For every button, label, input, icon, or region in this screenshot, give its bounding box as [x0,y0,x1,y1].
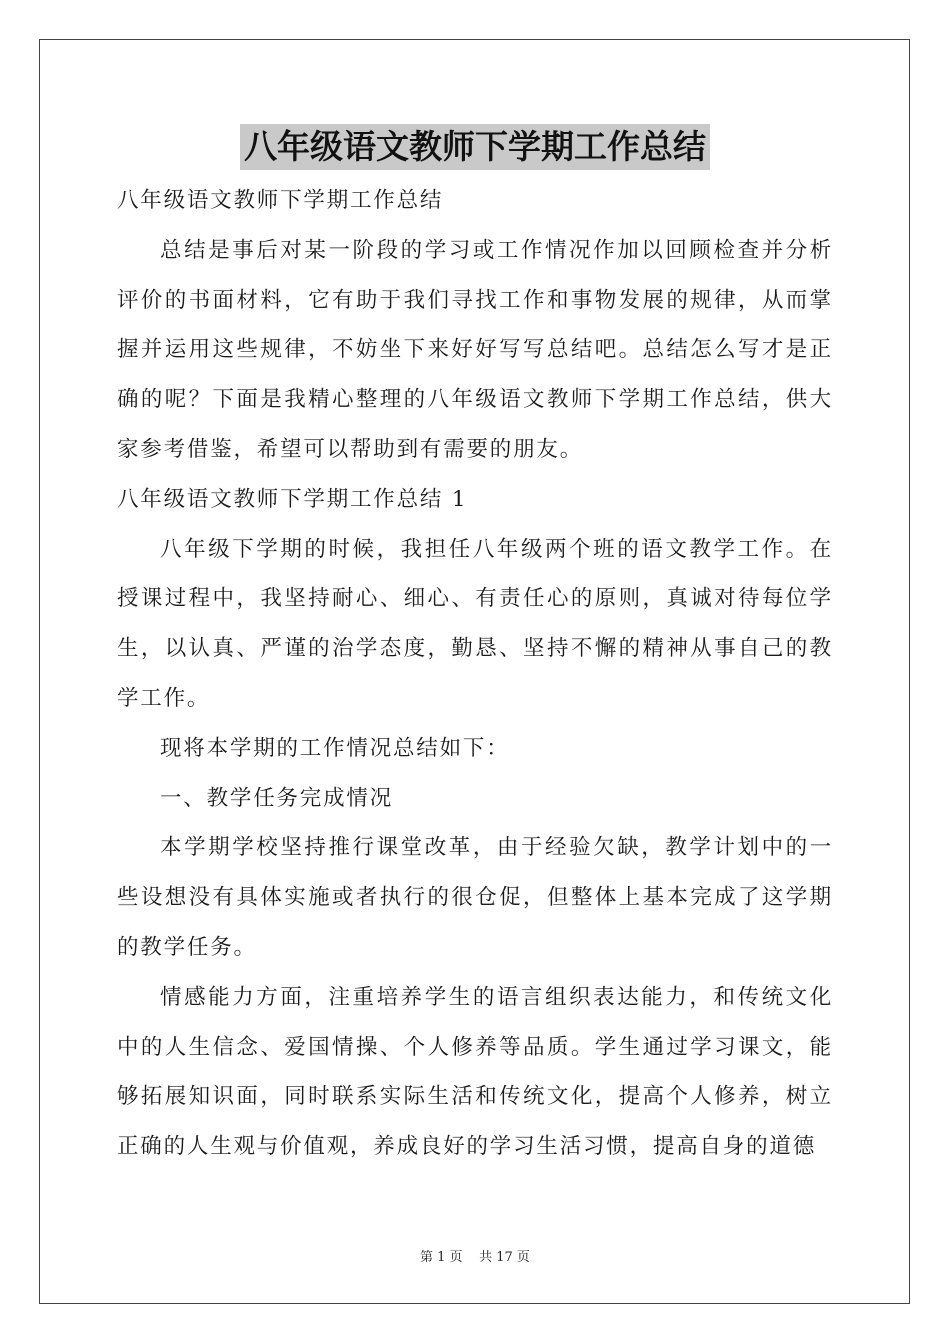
document-body [117,176,833,1172]
page-number: 第 1 页 [420,1250,463,1265]
paragraph: 八年级语文教师下学期工作总结 [117,188,444,213]
page-total: 共 17 页 [479,1250,530,1265]
page-footer [0,1246,950,1265]
paragraph: 总结是事后对某一阶段的学习或工作情况作加以回顾检查并分析评价的书面材料，它有助于我们寻找工作和事物发展的规律，从而掌握并运用这些规律，不妨坐下来好好写写总结吧。总结怎么写才是正确的呢？下面是我精心整理的八年级语文教师下学期工作总结，供大家参考借鉴，希望可以帮助到有需要的朋友。 [117,237,833,462]
paragraph: 一、教学任务完成情况 [160,785,394,811]
paragraph: 情感能力方面，注重培养学生的语言组织表达能力，和传统文化中的人生信念、爱国情操、个人修养等品质。学生通过学习课文，能够拓展知识面，同时联系实际生活和传统文化，提高个人修养，树立正确的人生观与价值观，养成良好的学习生活习惯，提高自身的道德 [117,984,833,1160]
title-container [0,124,950,170]
paragraph: 现将本学期的工作情况总结如下： [160,735,510,761]
document-title: 八年级语文教师下学期工作总结 [240,124,710,170]
paragraph: 八年级下学期的时候，我担任八年级两个班的语文教学工作。在授课过程中，我坚持耐心、细心、有责任心的原则，真诚对待每位学生，以认真、严谨的治学态度，勤恳、坚持不懈的精神从事自己的教学工作。 [117,536,833,711]
paragraph: 本学期学校坚持推行课堂改革，由于经验欠缺，教学计划中的一些设想没有具体实施或者执行的很仓促，但整体上基本完成了这学期的教学任务。 [117,835,833,960]
paragraph: 八年级语文教师下学期工作总结 1 [117,486,468,512]
